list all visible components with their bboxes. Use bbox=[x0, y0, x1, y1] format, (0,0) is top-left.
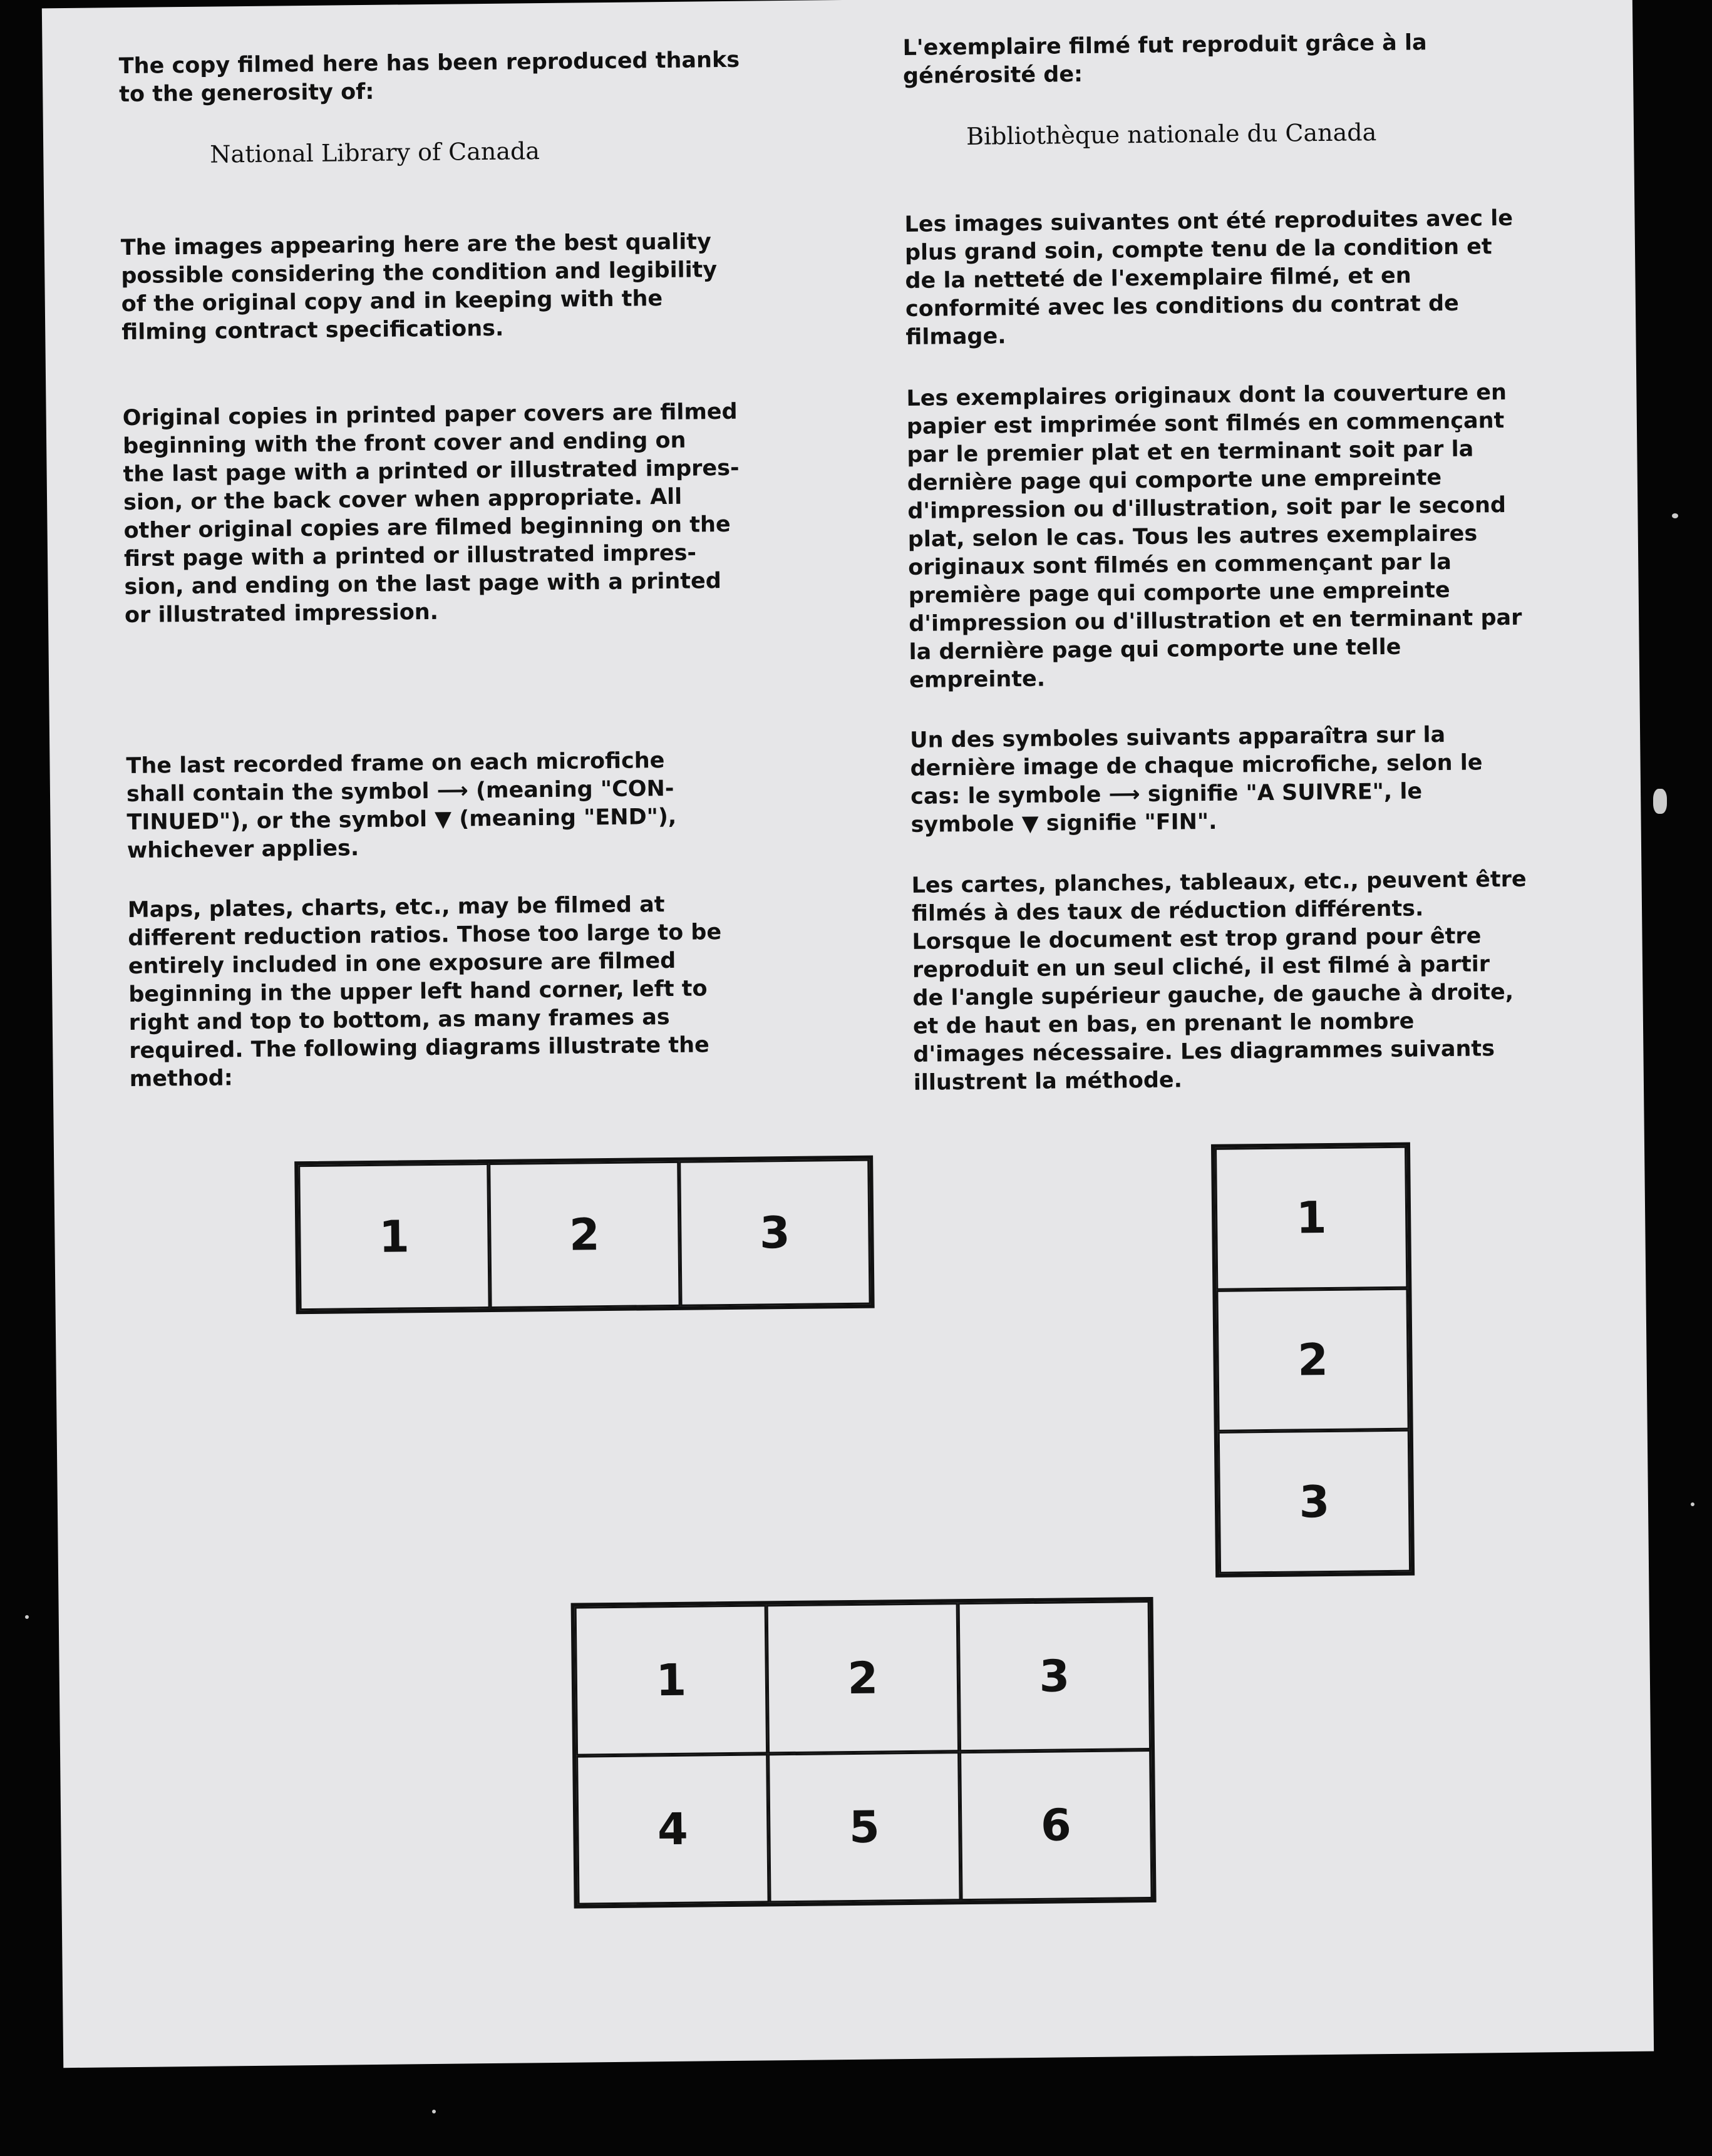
english-paragraph-quality: The images appearing here are the best quality possible considering the condition and legibility of the original copy and in keeping with the filming contract specifications. bbox=[120, 229, 718, 346]
diagram-frame: 3 bbox=[958, 1601, 1151, 1752]
diagram-frame: 5 bbox=[768, 1752, 961, 1902]
diagram-frame: 2 bbox=[488, 1161, 680, 1308]
dust-speck bbox=[25, 1615, 29, 1619]
diagram-frame: 1 bbox=[1215, 1146, 1408, 1290]
diagram-frame: 4 bbox=[576, 1753, 769, 1904]
diagram-horizontal-three-frames bbox=[294, 1156, 875, 1315]
diagram-six-frame-grid bbox=[571, 1597, 1157, 1909]
dust-speck bbox=[1653, 789, 1667, 814]
english-paragraph-maps: Maps, plates, charts, etc., may be filmed at different reduction ratios. Those too large to be entirely included in one exposure are filmed beginning in the upper left hand corner, left to right and top to bottom, as many frames as required. The following diagrams illustrate the method: bbox=[127, 892, 722, 1092]
english-paragraph-originals: Original copies in printed paper covers are filmed beginning with the front cover and ending on the last page with a printed or illustrated impres- sion, or the back cover when appropriate. All other original copies are filmed beginning on the first page with a printed or illustrated impres- sion, and ending on the last page with a printed or illustrated impression. bbox=[122, 399, 740, 629]
french-paragraph-maps: Les cartes, planches, tableaux, etc., peuvent être filmés à des taux de réduction différents. Lorsque le document est trop grand pour être reproduit en un seul cliché, il est filmé à partir de l'angle supérieur gauche, de gauche à droite, et de haut en bas, en prenant le nombre d'images nécessaire. Les diagrammes suivants illustrent la méthode. bbox=[911, 866, 1527, 1096]
dust-speck bbox=[1672, 513, 1678, 518]
diagram-frame: 1 bbox=[575, 1604, 768, 1755]
dust-speck bbox=[1691, 1502, 1694, 1506]
diagram-frame: 1 bbox=[298, 1163, 490, 1310]
diagram-frame: 3 bbox=[679, 1159, 870, 1306]
diagram-frame: 6 bbox=[959, 1750, 1152, 1901]
diagram-frame: 2 bbox=[1216, 1288, 1409, 1432]
document-page bbox=[42, 0, 1654, 2068]
french-library-name: Bibliothèque nationale du Canada bbox=[966, 118, 1377, 150]
dust-speck bbox=[432, 2110, 436, 2113]
french-paragraph-symbols: Un des symboles suivants apparaîtra sur la dernière image de chaque microfiche, selon le cas: le symbole ⟶ signifie "A SUIVRE", le symbole ▼ signifie "FIN". bbox=[909, 722, 1483, 838]
diagram-frame: 3 bbox=[1218, 1430, 1411, 1574]
french-paragraph-quality: Les images suivantes ont été reproduites avec le plus grand soin, compte tenu de la condition et de la netteté de l'exemplaire filmé, et en conformité avec les conditions du contrat de filmage. bbox=[904, 205, 1513, 350]
english-intro: The copy filmed here has been reproduced thanks to the generosity of: bbox=[118, 47, 740, 108]
diagram-vertical-three-frames bbox=[1211, 1142, 1415, 1578]
english-paragraph-symbols: The last recorded frame on each microfiche shall contain the symbol ⟶ (meaning "CON- TINUED"), or the symbol ▼ (meaning "END"), whichever applies. bbox=[126, 748, 677, 864]
french-intro: L'exemplaire filmé fut reproduit grâce à la générosité de: bbox=[902, 30, 1427, 89]
french-paragraph-originals: Les exemplaires originaux dont la couverture en papier est imprimée sont filmés en commençant par le premier plat et en terminant soit par la dernière page qui comporte une empreinte d'impression ou d'illustration, soit par le second plat, selon le cas. Tous les autres exemplaires originaux sont filmés en commençant par la première page qui comporte une empreinte d'impression ou d'illustration et en terminant par la dernière page qui comporte une telle empreinte. bbox=[906, 379, 1522, 693]
english-library-name: National Library of Canada bbox=[210, 137, 540, 168]
diagram-frame: 2 bbox=[766, 1603, 959, 1753]
